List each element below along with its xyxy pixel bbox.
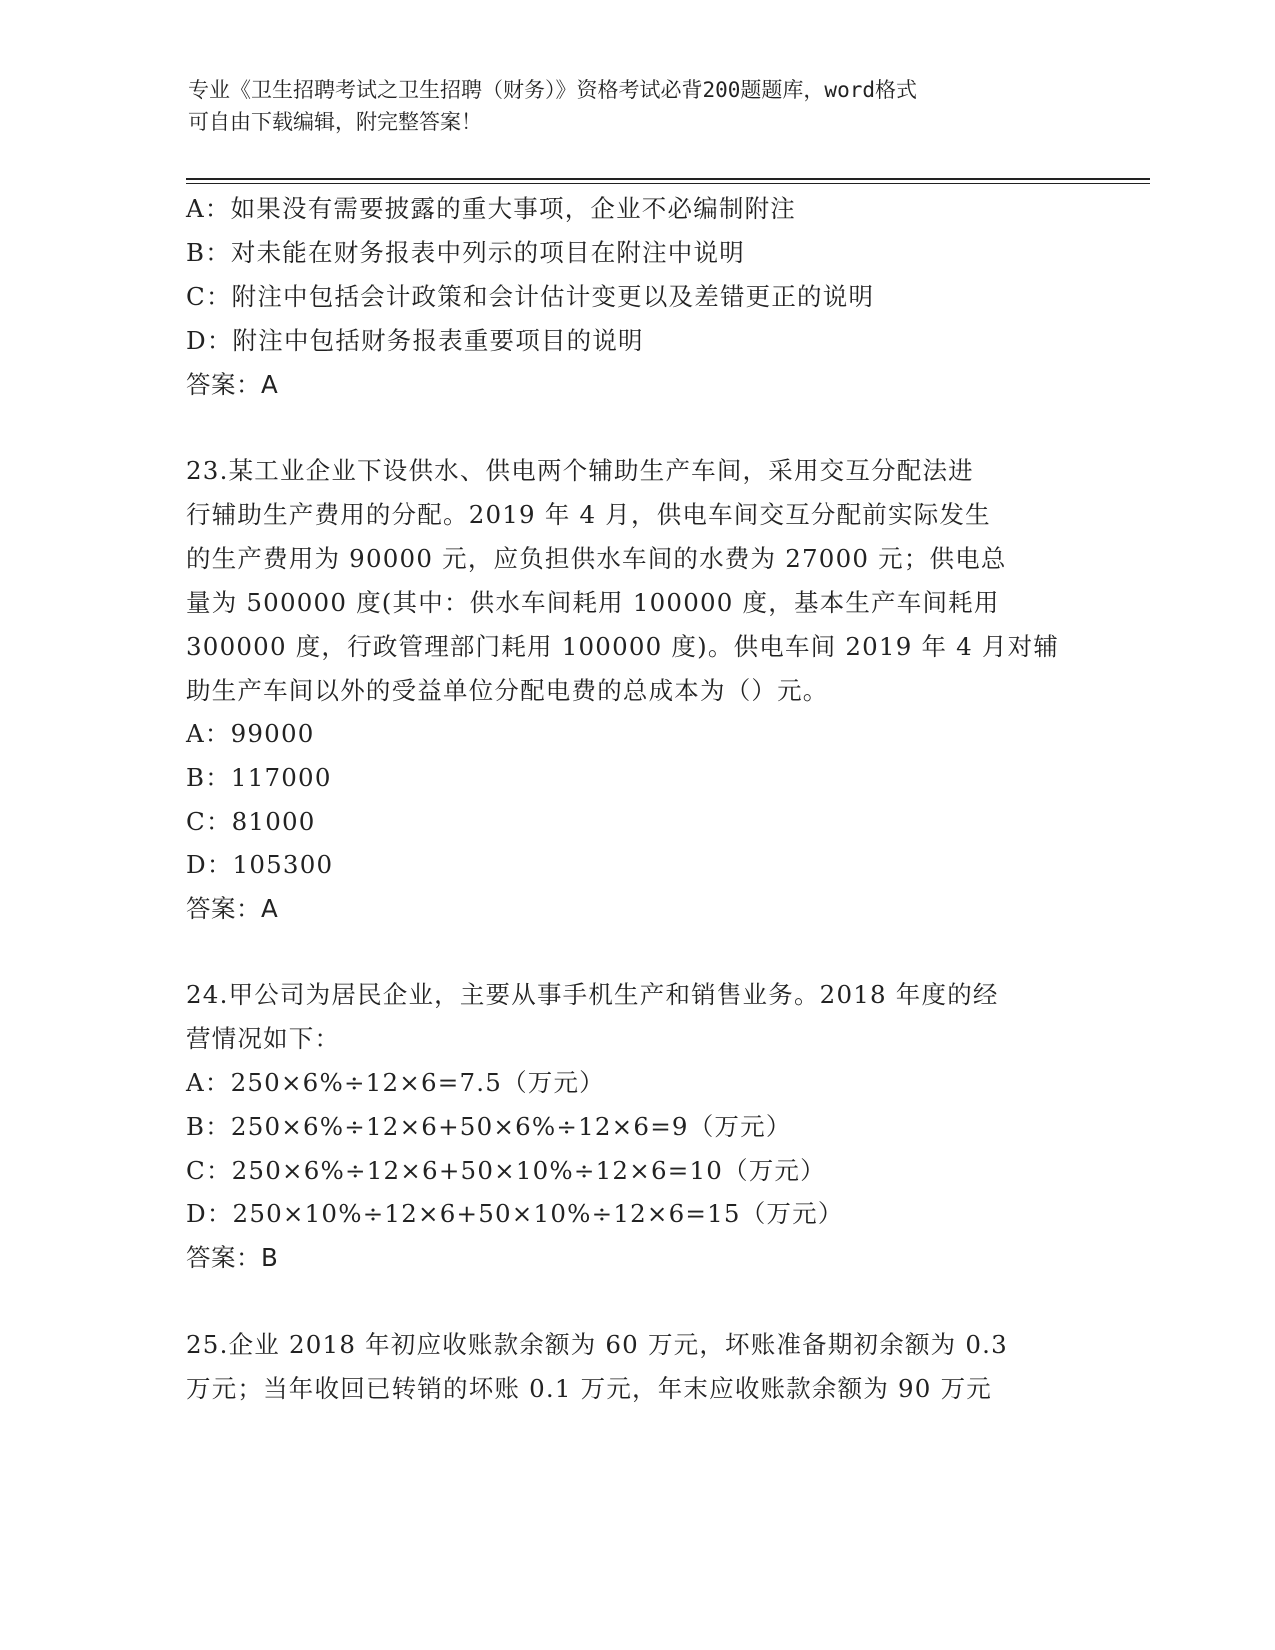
q23-stem-line-5: 300000 度，行政管理部门耗用 100000 度)。供电车间 2019 年 4 月对辅 [186,632,1060,661]
q23-answer: 答案：A [186,894,279,923]
q24-option-b: B：250×6%÷12×6+50×6%÷12×6=9（万元） [186,1112,792,1141]
document-header [188,74,1088,138]
q23-option-d: D：105300 [186,850,334,879]
q23-option-c: C：81000 [186,807,316,836]
q22-answer: 答案：A [186,370,279,399]
q23-stem-line-4: 量为 500000 度(其中：供水车间耗用 100000 度，基本生产车间耗用 [186,588,1000,617]
q24-option-a: A：250×6%÷12×6=7.5（万元） [186,1068,605,1097]
q23-stem-line-2: 行辅助生产费用的分配。2019 年 4 月，供电车间交互分配前实际发生 [186,500,991,529]
q23-stem-line-1: 23.某工业企业下设供水、供电两个辅助生产车间，采用交互分配法进 [186,456,974,485]
header-divider-thick [186,178,1150,180]
q25-stem-line-1: 25.企业 2018 年初应收账款余额为 60 万元，坏账准备期初余额为 0.3 [186,1330,1008,1359]
q24-answer: 答案：B [186,1243,279,1272]
header-line-2: 可自由下载编辑，附完整答案！ [188,110,482,134]
q24-stem-line-1: 24.甲公司为居民企业，主要从事手机生产和销售业务。2018 年度的经 [186,980,999,1009]
q22-option-a: A：如果没有需要披露的重大事项，企业不必编制附注 [186,194,796,223]
q24-option-c: C：250×6%÷12×6+50×10%÷12×6=10（万元） [186,1156,826,1185]
q24-stem-line-2: 营情况如下： [186,1024,341,1053]
q24-option-d: D：250×10%÷12×6+50×10%÷12×6=15（万元） [186,1199,844,1228]
q23-option-b: B：117000 [186,763,332,792]
header-line-1: 专业《卫生招聘考试之卫生招聘（财务）》资格考试必背200题题库，word格式 [188,78,917,102]
q23-stem-line-6: 助生产车间以外的受益单位分配电费的总成本为（）元。 [186,676,829,705]
q23-stem-line-3: 的生产费用为 90000 元，应负担供水车间的水费为 27000 元；供电总 [186,544,1007,573]
header-divider-thin [186,183,1150,184]
q23-option-a: A：99000 [186,719,315,748]
q22-option-c: C：附注中包括会计政策和会计估计变更以及差错更正的说明 [186,282,875,311]
q22-option-d: D：附注中包括财务报表重要项目的说明 [186,326,644,355]
q22-option-b: B：对未能在财务报表中列示的项目在附注中说明 [186,238,745,267]
q25-stem-line-2: 万元；当年收回已转销的坏账 0.1 万元，年末应收账款余额为 90 万元 [186,1374,992,1403]
